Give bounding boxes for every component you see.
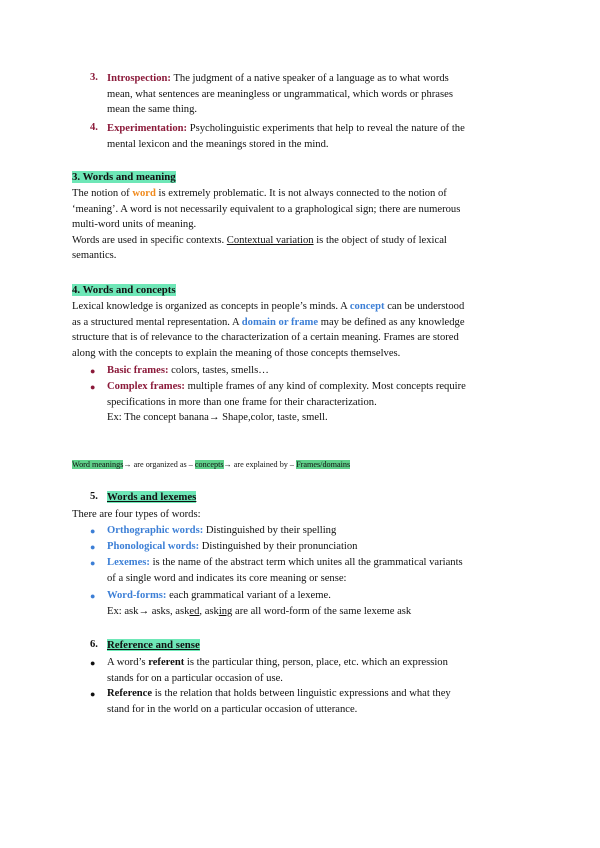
list-number: 4. bbox=[90, 122, 98, 133]
bullet-reference: Reference is the relation that holds between linguistic expressions and what they stand for in the world on a particular occasion of utterance. bbox=[107, 688, 451, 715]
section-5-number: 5. bbox=[90, 491, 98, 502]
bullet-basic-frames: Basic frames: colors, tastes, smells… bbox=[107, 365, 269, 376]
bullet-lexemes: Lexemes: is the name of the abstract term which unites all the grammatical variants of a single word and indicates its core meaning or sense: bbox=[107, 557, 463, 584]
bullet-orthographic: Orthographic words: Distinguished by their spelling bbox=[107, 525, 337, 536]
bullet-icon: ● bbox=[90, 526, 96, 536]
bullet-complex-frames: Complex frames: multiple frames of any kind of complexity. Most concepts require specifications in more than one frame for their characterization. Ex: The concept banana→ Shape,color, taste, smell. bbox=[107, 381, 466, 424]
bullet-icon: ● bbox=[90, 558, 96, 568]
bullet-icon: ● bbox=[90, 658, 96, 668]
list-number: 3. bbox=[90, 72, 98, 83]
bullet-icon: ● bbox=[90, 689, 96, 699]
section-6-heading: Reference and sense bbox=[107, 639, 200, 651]
list-item-introspection: Introspection: The judgment of a native speaker of a language as to what words mean, what sentences are meaningless or ungrammatical, which words or phrases mean the same thing. bbox=[107, 73, 453, 116]
section-6-number: 6. bbox=[90, 639, 98, 650]
section-3-heading: 3. Words and meaning bbox=[72, 171, 176, 183]
section-5-heading: Words and lexemes bbox=[107, 491, 197, 503]
bullet-referent: A word’s referent is the particular thing, person, place, etc. which an expression stands for on a particular occasion of use. bbox=[107, 657, 448, 684]
section-4-body: Lexical knowledge is organized as concepts in people’s minds. A concept can be understood as a structured mental representation. A domain or frame may be defined as any knowledge structure that is of relevance to the characterization of a certain meaning. Frames are stored along with the concepts to explain the meaning of those concepts themselves. bbox=[72, 301, 465, 359]
section-4-heading: 4. Words and concepts bbox=[72, 284, 176, 296]
bullet-phonological: Phonological words: Distinguished by their pronunciation bbox=[107, 541, 358, 552]
list-item-experimentation: Experimentation: Psycholinguistic experiments that help to reveal the nature of the mental lexicon and the meanings stored in the mind. bbox=[107, 123, 465, 150]
bullet-word-forms: Word-forms: each grammatical variant of a lexeme. Ex: ask→ asks, asked, asking are all word-form of the same lexeme ask bbox=[107, 590, 412, 617]
section-3-body: The notion of word is extremely problematic. It is not always connected to the notion of ‘meaning’. A word is not necessarily equivalent to a graphological sign; there are numerous multi-word units of meaning. Words are used in specific contexts. Contextual variation is the object of study of lexical semantics. bbox=[72, 188, 461, 262]
bullet-icon: ● bbox=[90, 542, 96, 552]
bullet-icon: ● bbox=[90, 591, 96, 601]
bullet-icon: ● bbox=[90, 382, 96, 392]
section-5-intro: There are four types of words: bbox=[72, 509, 201, 520]
bullet-icon: ● bbox=[90, 366, 96, 376]
flow-line: Word meanings→ are organized as – concepts→ are explained by – Frames/domains bbox=[72, 460, 351, 469]
